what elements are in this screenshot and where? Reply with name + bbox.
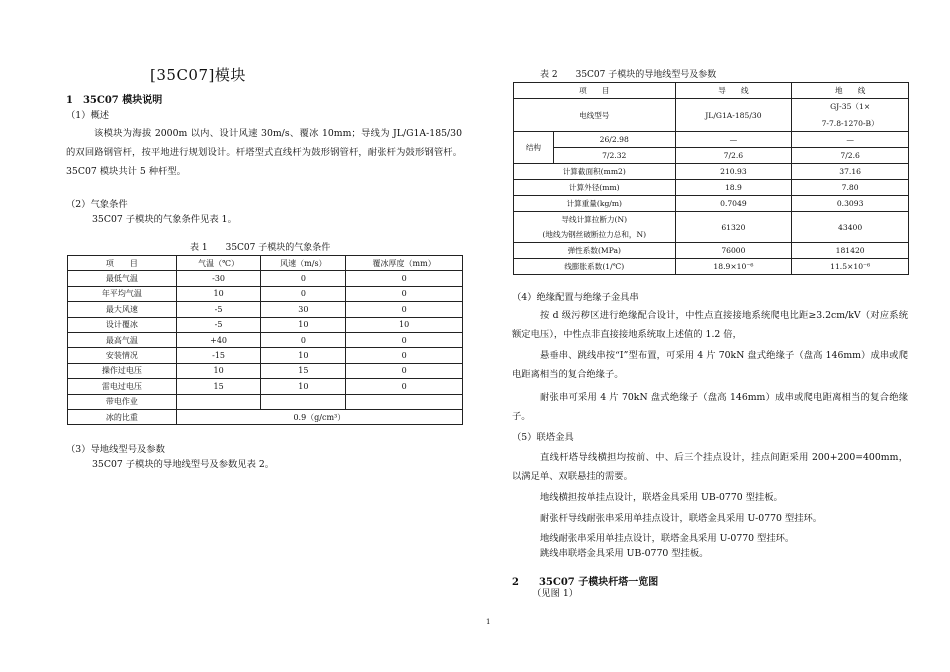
t1-ice-ratio-row	[68, 409, 463, 424]
t2-breaking-conductor: 61320	[675, 212, 792, 243]
t1-cell: 最高气温	[68, 332, 177, 347]
t1-cell: 10	[176, 363, 261, 378]
t1-cell: +40	[176, 332, 261, 347]
conductor-table	[513, 82, 909, 275]
page-title: [35C07]模块	[150, 66, 246, 84]
t2-cell: 210.93	[675, 164, 792, 180]
t1-cell: 10	[176, 286, 261, 301]
weather-table	[67, 255, 463, 425]
t1-cell: 操作过电压	[68, 363, 177, 378]
t1-header-cell: 气温（℃）	[176, 256, 261, 271]
conductor-text: 35C07 子模块的导地线型号及参数见表 2。	[92, 459, 275, 470]
t1-row	[68, 302, 463, 317]
t2-model-ground-line1: GJ-35（1×	[830, 102, 871, 111]
t1-cell: 0	[346, 302, 463, 317]
insulator-paragraph-2: 悬垂串、跳线串按“I”型布置，可采用 4 片 70kN 盘式绝缘子（盘高 146mm）成串或爬电距离相当的复合绝缘子。	[512, 350, 908, 380]
fitting-heading: （5）联塔金具	[512, 432, 574, 443]
t1-cell: 0	[346, 286, 463, 301]
t2-structure-cell: —	[792, 132, 909, 148]
t1-cell: 10	[346, 317, 463, 332]
t2-breaking-label-line1: 导线计算拉断力(N)	[561, 215, 628, 224]
t2-breaking-label-line2: (地线为钢丝破断拉力总和，N)	[542, 230, 647, 239]
t2-row-label: 计算外径(mm)	[514, 180, 676, 196]
t2-model-ground	[792, 99, 909, 132]
overview-text: 该模块为海拔 2000m 以内、设计风速 30m/s、覆冰 10mm；导线为 JL/G1A-185/30 的双回路钢管杆，按平地进行规划设计。杆塔型式直线杆为鼓形钢管杆，耐张杆为鼓形钢管杆。35C07 模块共计 5 种杆型。	[66, 128, 462, 177]
t2-structure-label: 结构	[514, 132, 554, 164]
fitting-line: 地线耐张串采用单挂点设计，联塔金具采用 U-0770 型挂环。	[540, 533, 795, 544]
fitting-line: 地线横担按单挂点设计，联塔金具采用 UB-0770 型挂板。	[540, 492, 783, 503]
t1-cell: 0	[346, 379, 463, 394]
t1-cell: 最低气温	[68, 271, 177, 286]
t2-cell: 11.5×10⁻⁶	[792, 259, 909, 275]
fitting-line: 耐张杆导线耐张串采用单挂点设计，联塔金具采用 U-0770 型挂环。	[540, 513, 823, 524]
t1-cell: 30	[261, 302, 346, 317]
t1-row	[68, 286, 463, 301]
section-2-heading: 2 35C07 子模块杆塔一览图	[512, 577, 659, 588]
t2-row-label: 计算截面积(mm2)	[514, 164, 676, 180]
t2-model-label: 电线型号	[514, 99, 676, 132]
t1-row	[68, 394, 463, 409]
t1-row	[68, 363, 463, 378]
t2-breaking-ground: 43400	[792, 212, 909, 243]
t1-cell: 安装情况	[68, 348, 177, 363]
t2-cell: 18.9×10⁻⁶	[675, 259, 792, 275]
section-1-heading: 1 35C07 模块说明	[66, 95, 163, 106]
insulator-paragraph-3: 耐张串可采用 4 片 70kN 盘式绝缘子（盘高 146mm）成串或爬电距离相当的复合绝缘子。	[512, 392, 908, 422]
t2-cell: 0.7049	[675, 196, 792, 212]
t2-cell: 181420	[792, 243, 909, 259]
t2-header-conductor: 导 线	[675, 83, 792, 99]
t1-cell: 雷电过电压	[68, 379, 177, 394]
t2-row-label: 弹性系数(MPa)	[514, 243, 676, 259]
table2-caption: 表 2 35C07 子模块的导地线型号及参数	[540, 70, 717, 80]
t2-cell: 18.9	[675, 180, 792, 196]
t1-cell: -30	[176, 271, 261, 286]
t2-cell: 7.80	[792, 180, 909, 196]
t1-row	[68, 379, 463, 394]
t1-cell: 最大风速	[68, 302, 177, 317]
t1-cell: 10	[261, 379, 346, 394]
t2-structure-cell: —	[675, 132, 792, 148]
t1-cell: 带电作业	[68, 394, 177, 409]
insulator-heading: （4）绝缘配置与绝缘子金具串	[512, 292, 639, 303]
overview-heading: （1）概述	[66, 110, 110, 121]
t2-row-label: 计算重量(kg/m)	[514, 196, 676, 212]
t2-model-ground-line2: 7-7.8-1270-B）	[821, 119, 879, 128]
t2-row-label: 线膨胀系数(1/℃)	[514, 259, 676, 275]
t2-structure-cell: 7/2.6	[675, 148, 792, 164]
t2-header-ground: 地 线	[792, 83, 909, 99]
t1-cell: 设计覆冰	[68, 317, 177, 332]
t1-cell: -5	[176, 317, 261, 332]
t1-ice-ratio-value: 0.9（g/cm³）	[176, 409, 462, 424]
t1-header-cell: 风速（m/s）	[261, 256, 346, 271]
t1-cell: 0	[346, 348, 463, 363]
t1-cell: 15	[176, 379, 261, 394]
t1-header-cell: 项 目	[68, 256, 177, 271]
fitting-line: 跳线串联塔金具采用 UB-0770 型挂板。	[540, 548, 709, 559]
t1-cell: -5	[176, 302, 261, 317]
conductor-heading: （3）导地线型号及参数	[66, 444, 165, 455]
section-2-note: （见图 1）	[532, 588, 579, 599]
insulator-paragraph-1: 按 d 级污秽区进行绝缘配合设计，中性点直接接地系统爬电比距≥3.2cm/kV（对应系统额定电压），中性点非直接接地系统取上述值的 1.2 倍，	[512, 310, 908, 340]
t2-structure-cell: 7/2.32	[553, 148, 675, 164]
t1-cell: 年平均气温	[68, 286, 177, 301]
t1-row	[68, 271, 463, 286]
t1-cell	[176, 394, 261, 409]
t1-header-row	[68, 256, 463, 271]
t2-structure-cell: 26/2.98	[553, 132, 675, 148]
t1-cell: 0	[261, 332, 346, 347]
t2-cell: 76000	[675, 243, 792, 259]
t1-cell: 15	[261, 363, 346, 378]
t1-cell: 0	[261, 271, 346, 286]
t1-cell: 0	[261, 286, 346, 301]
t1-cell	[346, 394, 463, 409]
t1-row	[68, 348, 463, 363]
t2-cell: 0.3093	[792, 196, 909, 212]
t2-breaking-label	[514, 212, 676, 243]
t1-cell: 10	[261, 348, 346, 363]
t2-model-conductor: JL/G1A-185/30	[675, 99, 792, 132]
weather-heading: （2）气象条件	[66, 199, 128, 210]
t2-structure-cell: 7/2.6	[792, 148, 909, 164]
t1-cell: -15	[176, 348, 261, 363]
page-number: 1	[486, 618, 491, 626]
t1-cell: 10	[261, 317, 346, 332]
t1-row	[68, 332, 463, 347]
weather-text: 35C07 子模块的气象条件见表 1。	[92, 214, 237, 225]
t2-cell: 37.16	[792, 164, 909, 180]
table1-caption: 表 1 35C07 子模块的气象条件	[190, 243, 331, 253]
t2-header-item: 项 目	[514, 83, 676, 99]
t1-cell: 0	[346, 332, 463, 347]
t1-cell	[261, 394, 346, 409]
t1-header-cell: 覆冰厚度（mm）	[346, 256, 463, 271]
t1-cell: 0	[346, 363, 463, 378]
t1-cell: 0	[346, 271, 463, 286]
fitting-paragraph-1: 直线杆塔导线横担均按前、中、后三个挂点设计，挂点间距采用 200+200=400mm，以满足单、双联悬挂的需要。	[512, 452, 908, 482]
t1-ice-ratio-label: 冰的比重	[68, 409, 177, 424]
t1-row	[68, 317, 463, 332]
